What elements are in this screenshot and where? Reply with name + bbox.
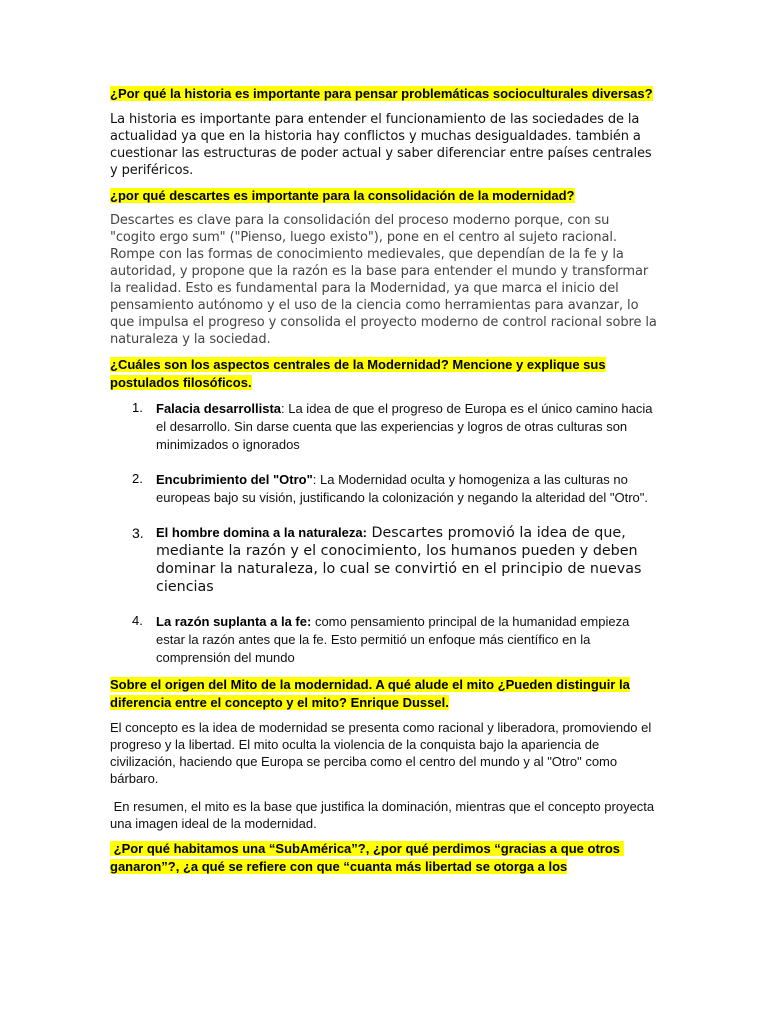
list-item-text: : La idea de que el progreso de Europa es el único camino hacia el desarrollo. Sin darse cuenta que las experiencias y logros de otras culturas son minimizados o ignorados xyxy=(156,401,653,452)
question-5: ¿Por qué habitamos una “SubAmérica”?, ¿por qué perdimos “gracias a que otros ganaron”?, ¿a qué se refiere con que “cuanta más libertad se otorga a los xyxy=(110,841,624,874)
list-item-title: La razón suplanta a la fe: xyxy=(156,614,312,629)
answer-1: La historia es importante para entender el funcionamiento de las sociedades de la actualidad ya que en la historia hay conflictos y muchas desigualdades. también a cuestionar las estructuras de poder actual y saber diferenciar entre países centrales y periféricos. xyxy=(110,111,652,178)
list-item xyxy=(110,613,658,667)
list-item xyxy=(110,524,658,596)
question-1: ¿Por qué la historia es importante para pensar problemáticas socioculturales diversas? xyxy=(110,86,653,101)
document-body xyxy=(110,85,658,875)
list-item-title: Falacia desarrollista xyxy=(156,401,282,416)
list-item xyxy=(110,471,658,507)
list-item-text: como pensamiento principal de la humanidad empieza estar la razón antes que la fe. Esto permitió un enfoque más científico en la comprensión del mundo xyxy=(156,614,630,665)
list-number: 3. xyxy=(132,525,144,541)
question-4: Sobre el origen del Mito de la modernidad. A qué alude el mito ¿Pueden distinguir la diferencia entre el concepto y el mito? Enrique Dussel. xyxy=(110,677,630,710)
list-number: 4. xyxy=(132,613,143,628)
list-item-text: : La Modernidad oculta y homogeniza a las culturas no europeas bajo su visión, justificando la colonización y negando la alteridad del "Otro". xyxy=(156,472,648,505)
list-item-title: El hombre domina a la naturaleza: xyxy=(156,525,367,540)
answer-2: Descartes es clave para la consolidación del proceso moderno porque, con su "cogito ergo sum" ("Pienso, luego existo"), pone en el centro al sujeto racional. Rompe con las formas de conocimiento medievales, que dependían de la fe y la autoridad, y propone que la razón es la base para entender el mundo y transformar la realidad. Esto es fundamental para la Modernidad, ya que marca el inicio del pensamiento autónomo y el uso de la ciencia como herramientas para avanzar, lo que impulsa el progreso y consolida el proyecto moderno de control racional sobre la naturaleza y la sociedad. xyxy=(110,213,657,347)
list-number: 1. xyxy=(132,400,143,415)
answer-4-summary: En resumen, el mito es la base que justifica la dominación, mientras que el concepto proyecta una imagen ideal de la modernidad. xyxy=(110,799,658,831)
list-item-text: Descartes promovió la idea de que, mediante la razón y el conocimiento, los humanos pueden y deben dominar la naturaleza, lo cual se convirtió en el principio de nuevas ciencias xyxy=(156,525,642,595)
list-item xyxy=(110,400,658,454)
list-item-title: Encubrimiento del "Otro" xyxy=(156,472,313,487)
answer-4-concept: El concepto es la idea de modernidad se presenta como racional y liberadora, promoviendo el progreso y la libertad. El mito oculta la violencia de la conquista bajo la apariencia de civilización, haciendo que Europa se perciba como el centro del mundo y al "Otro" como bárbaro. xyxy=(110,720,652,786)
question-2: ¿por qué descartes es importante para la consolidación de la modernidad? xyxy=(110,187,575,203)
aspects-list xyxy=(110,400,658,667)
list-number: 2. xyxy=(132,471,143,486)
question-3: ¿Cuáles son los aspectos centrales de la Modernidad? Mencione y explique sus postulados filosóficos. xyxy=(110,357,606,390)
